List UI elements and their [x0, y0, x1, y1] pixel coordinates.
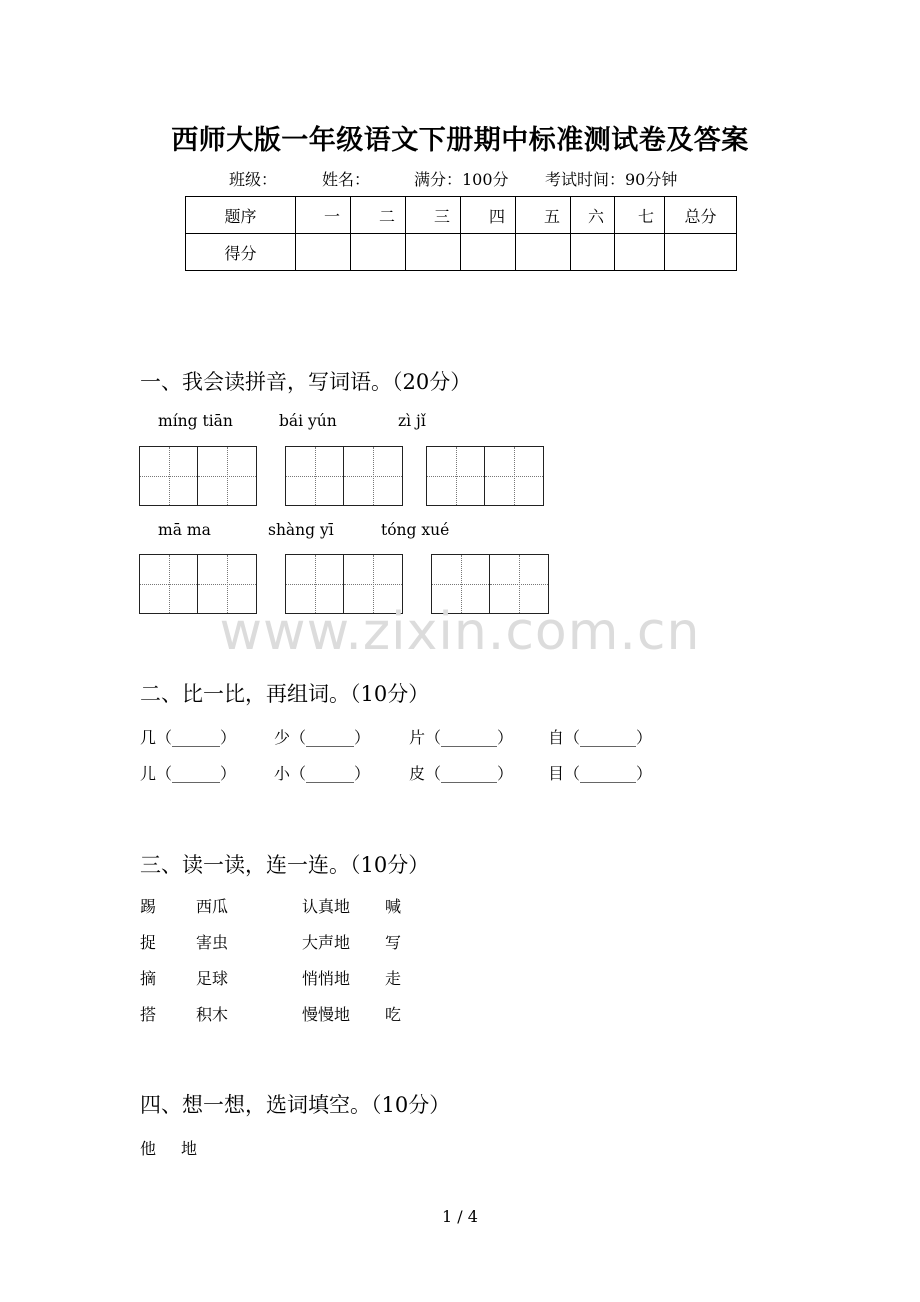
- pinyin-zi-ji: zì jǐ: [398, 412, 426, 430]
- score-cell-total[interactable]: [665, 234, 737, 271]
- header-cell-4: 四: [461, 197, 516, 234]
- header-cell-total: 总分: [665, 197, 737, 234]
- header-cell-2: 二: [351, 197, 406, 234]
- compare-item-xiao: 小（______）: [274, 764, 371, 783]
- watermark: www.zixin.com.cn: [219, 602, 701, 662]
- writing-grid-2[interactable]: [285, 446, 403, 506]
- score-table-header-row: [186, 197, 737, 234]
- action-item[interactable]: 写: [385, 933, 402, 952]
- section3-heading: 三、读一读，连一连。（10分）: [140, 853, 430, 877]
- noun-item[interactable]: 害虫: [196, 933, 229, 952]
- action-item[interactable]: 吃: [385, 1005, 402, 1024]
- verb-item[interactable]: 捉: [140, 933, 157, 952]
- choice-word: 他: [140, 1139, 157, 1158]
- score-row-label: 得分: [186, 234, 296, 271]
- header-cell-order: 题序: [186, 197, 296, 234]
- action-item[interactable]: 喊: [385, 897, 402, 916]
- choice-word: 地: [181, 1139, 198, 1158]
- pinyin-tong-xue: tóng xué: [381, 521, 450, 539]
- header-cell-6: 六: [571, 197, 615, 234]
- pinyin-shang-yi: shàng yī: [268, 521, 334, 539]
- score-cell-4[interactable]: [461, 234, 516, 271]
- score-cell-3[interactable]: [406, 234, 461, 271]
- score-cell-1[interactable]: [296, 234, 351, 271]
- adverb-item[interactable]: 认真地: [302, 897, 351, 916]
- compare-item-ji: 几（______）: [140, 728, 237, 747]
- verb-item[interactable]: 摘: [140, 969, 157, 988]
- header-cell-5: 五: [516, 197, 571, 234]
- name-label: 姓名：: [322, 170, 371, 189]
- noun-item[interactable]: 西瓜: [196, 897, 229, 916]
- header-cell-1: 一: [296, 197, 351, 234]
- header-cell-7: 七: [615, 197, 665, 234]
- noun-item[interactable]: 足球: [196, 969, 229, 988]
- writing-grid-1[interactable]: [139, 446, 257, 506]
- adverb-item[interactable]: 悄悄地: [302, 969, 351, 988]
- pinyin-ming-tian: míng tiān: [158, 412, 233, 430]
- pinyin-ma-ma: mā ma: [158, 521, 211, 539]
- noun-item[interactable]: 积木: [196, 1005, 229, 1024]
- exam-time: 考试时间：90分钟: [545, 170, 678, 189]
- full-score: 满分：100分: [414, 170, 509, 189]
- score-cell-2[interactable]: [351, 234, 406, 271]
- header-cell-3: 三: [406, 197, 461, 234]
- score-cell-7[interactable]: [615, 234, 665, 271]
- action-item[interactable]: 走: [385, 969, 402, 988]
- verb-item[interactable]: 踢: [140, 897, 157, 916]
- compare-item-shao: 少（______）: [274, 728, 371, 747]
- compare-item-pian: 片（_______）: [409, 728, 514, 747]
- section4-heading: 四、想一想，选词填空。（10分）: [140, 1093, 451, 1117]
- adverb-item[interactable]: 慢慢地: [302, 1005, 351, 1024]
- page-title: 西师大版一年级语文下册期中标准测试卷及答案: [171, 125, 749, 156]
- writing-grid-3[interactable]: [426, 446, 544, 506]
- section2-heading: 二、比一比，再组词。（10分）: [140, 682, 430, 706]
- adverb-item[interactable]: 大声地: [302, 933, 351, 952]
- score-cell-5[interactable]: [516, 234, 571, 271]
- compare-item-er: 儿（______）: [140, 764, 237, 783]
- pinyin-bai-yun: bái yún: [279, 412, 337, 430]
- compare-item-pi: 皮（_______）: [409, 764, 514, 783]
- page-number: 1 / 4: [442, 1207, 478, 1226]
- score-table-score-row: [186, 234, 737, 271]
- class-label: 班级：: [229, 170, 278, 189]
- score-cell-6[interactable]: [571, 234, 615, 271]
- compare-item-zi: 自（_______）: [548, 728, 653, 747]
- compare-item-mu: 目（_______）: [548, 764, 653, 783]
- section1-heading: 一、我会读拼音，写词语。（20分）: [140, 370, 472, 394]
- verb-item[interactable]: 搭: [140, 1005, 157, 1024]
- score-table: [185, 196, 737, 271]
